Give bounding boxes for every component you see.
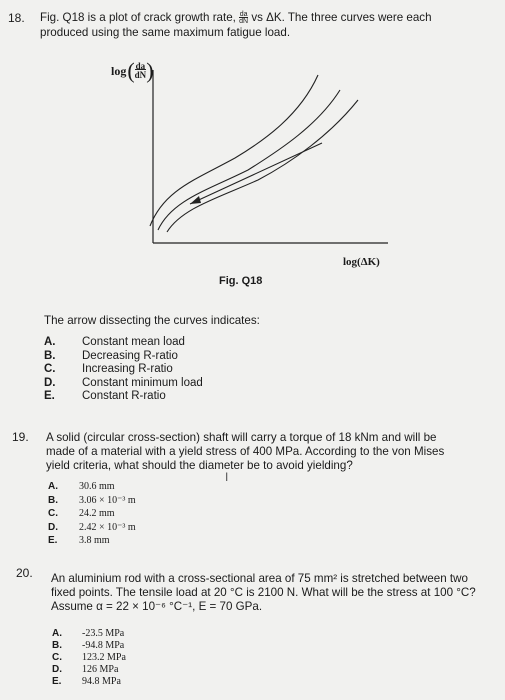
curve-3 [167,100,358,232]
question-18-options [44,336,203,404]
question-20-options [52,628,126,688]
dissecting-arrow [190,143,322,204]
q18-option-d[interactable]: D. Constant minimum load [44,376,203,389]
q20-option-e[interactable]: E. 94.8 MPa [52,676,121,687]
q19-option-a[interactable]: A. 30.6 mm [48,481,115,492]
question-19-text: A solid (circular cross-section) shaft will carry a torque of 18 kNm and will be made of a material with a yield stress of 400 MPa. According to the von Mises yield criteria, what should the diameter be to avoid yielding? [46,431,445,472]
question-18-number: 18. [8,11,25,25]
question-18-prompt: The arrow dissecting the curves indicates: [44,314,260,327]
q19-option-d[interactable]: D. 2.42 × 10⁻³ m [48,521,136,533]
figure-q18 [0,0,505,310]
q20-option-b[interactable]: B. -94.8 MPa [52,640,125,651]
q20-option-d[interactable]: D. 126 MPa [52,664,119,675]
q18-option-a[interactable]: A. Constant mean load [44,336,185,348]
q18-option-c[interactable]: C. Increasing R-ratio [44,363,173,375]
y-axis-label: log ( $\frac{da}{dN}$ ) [111,58,154,83]
question-19-number: 19. [12,430,29,444]
q19-option-c[interactable]: C. 24.2 mm [48,508,115,519]
question-18-text-line2: produced using the same maximum fatigue load. [40,26,291,39]
question-20-number: 20. [16,566,33,580]
fraction-da-dn: $\frac{da}{dN}$ [239,11,249,25]
curve-1 [150,75,318,226]
q19-option-b[interactable]: B. 3.06 × 10⁻³ m [48,494,136,506]
curve-2 [158,90,340,230]
q19-option-e[interactable]: E. 3.8 mm [48,535,110,546]
question-18-text-part2: vs ΔK. The three curves were each [251,11,432,25]
q18-option-b[interactable]: B. Decreasing R-ratio [44,349,178,362]
text-cursor-icon: Ι [225,470,229,484]
question-19-options [48,480,136,548]
q18-option-e[interactable]: E. Constant R-ratio [44,390,166,402]
q20-option-c[interactable]: C. 123.2 MPa [52,652,126,663]
question-18-text-part1: Fig. Q18 is a plot of crack growth rate, [40,11,236,25]
q20-option-a[interactable]: A. -23.5 MPa [52,628,125,639]
x-axis-label: log(ΔK) [343,256,380,268]
question-20-text: An aluminium rod with a cross-sectional area of 75 mm² is stretched between two fixed points. The tensile load at 20 °C is 2100 N. What will be the stress at 100 °C? Assume α = 22 × 10⁻⁶ °C⁻¹, E = 70 GPa. [51,572,476,613]
figure-caption: Fig. Q18 [219,275,263,287]
